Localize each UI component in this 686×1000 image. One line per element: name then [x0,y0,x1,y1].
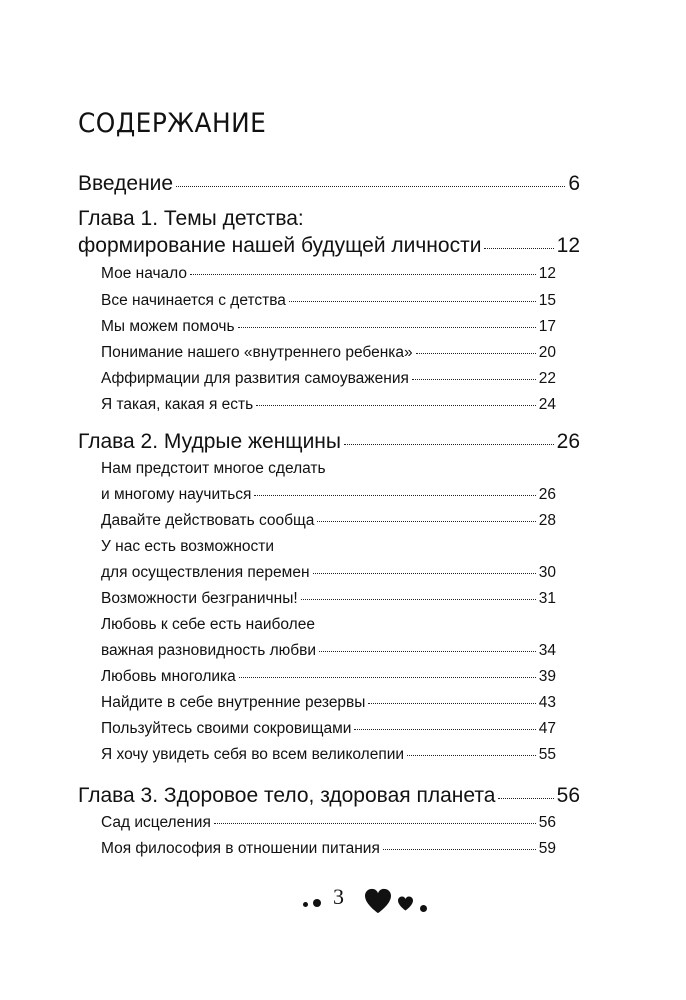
toc-entry[interactable] [101,746,556,764]
toc-entry-page: 39 [538,668,556,685]
toc-entry-page: 26 [556,430,580,453]
toc-entry[interactable] [101,564,556,582]
toc-entry-page: 47 [538,720,556,737]
dot-leader [313,573,536,574]
toc-entry[interactable] [101,396,556,414]
toc-entry-page: 59 [538,840,556,857]
toc-entry-line-1[interactable]: Любовь к себе есть наиболее [101,616,315,633]
dot-leader [317,521,535,522]
toc-entry-line-1[interactable]: Нам предстоит многое сделать [101,460,326,477]
toc-entry-page: 17 [538,318,556,335]
toc-entry-chapter-3[interactable] [78,784,580,808]
toc-entry-label: Возможности безграничны! [101,590,298,607]
toc-entry-label: Мое начало [101,265,188,282]
toc-entry-label: Понимание нашего «внутреннего ребенка» [101,344,413,361]
toc-entry-page: 15 [538,292,556,309]
page-number: 3 [333,884,344,909]
toc-entry[interactable] [101,694,556,712]
toc-entry-page: 34 [538,642,556,659]
toc-entry[interactable] [101,344,556,362]
toc-entry-intro[interactable] [78,172,580,196]
toc-entry-page: 26 [538,486,556,503]
toc-entry[interactable] [101,590,556,608]
toc-entry-page: 12 [556,234,580,257]
toc-entry-label: и многому научиться [101,486,252,503]
toc-entry-page: 20 [538,344,556,361]
dot-leader [416,353,536,354]
toc-entry-chapter-2[interactable] [78,430,580,454]
dot-leader [354,729,535,730]
toc-entry[interactable] [101,318,556,336]
dot-leader [368,703,535,704]
toc-entry-page: 28 [538,512,556,529]
toc-entry-page: 6 [568,172,580,195]
heart-icon [364,888,392,914]
dot-leader [498,798,553,799]
toc-entry[interactable] [101,370,556,388]
toc-entry-label: Давайте действовать сообща [101,512,315,529]
toc-entry[interactable] [101,814,556,832]
toc-entry-label: Аффирмации для развития самоуважения [101,370,409,387]
toc-entry-label: Глава 3. Здоровое тело, здоровая планета [78,784,496,807]
dot-leader [176,186,565,187]
toc-entry-label: Моя философия в отношении питания [101,840,380,857]
chapter-1-title-line-1[interactable]: Глава 1. Темы детства: [78,207,304,230]
toc-entry-label: важная разновидность любви [101,642,317,659]
toc-entry-line-1[interactable]: У нас есть возможности [101,538,275,555]
toc-entry[interactable] [101,720,556,738]
toc-entry-label: Любовь многолика [101,668,236,685]
toc-entry-label: Сад исцеления [101,814,211,831]
dot-leader [344,444,554,445]
toc-entry-page: 56 [556,784,580,807]
toc-entry-page: 24 [538,396,556,413]
toc-entry-label: формирование нашей будущей личности [78,234,482,257]
dot-leader [319,651,536,652]
toc-entry[interactable] [101,486,556,504]
dot-leader [254,495,535,496]
dot-leader [383,849,536,850]
toc-entry[interactable] [101,642,556,660]
dot-leader [289,301,536,302]
page-footer [0,884,686,924]
toc-entry-label: Глава 2. Мудрые женщины [78,430,342,453]
toc-entry-page: 43 [538,694,556,711]
toc-entry-page: 31 [538,590,556,607]
toc-entry[interactable] [101,265,556,283]
dot-ornament-icon [313,899,321,907]
heart-icon [397,896,414,911]
toc-entry-page: 12 [538,265,556,282]
dot-leader [301,599,536,600]
toc-entry-label: Я хочу увидеть себя во всем великолепии [101,746,405,763]
toc-entry-page: 30 [538,564,556,581]
toc-entry[interactable] [101,840,556,858]
toc-entry-label: Пользуйтесь своими сокровищами [101,720,352,737]
toc-entry-label: Все начинается с детства [101,292,286,309]
dot-ornament-icon [420,905,427,912]
toc-entry-label: для осуществления перемен [101,564,310,581]
dot-leader [407,755,536,756]
toc-entry[interactable] [101,668,556,686]
dot-leader [238,327,536,328]
toc-entry[interactable] [101,512,556,530]
toc-entry-page: 55 [538,746,556,763]
dot-leader [190,274,536,275]
toc-entry-page: 22 [538,370,556,387]
toc-entry-label: Найдите в себе внутренние резервы [101,694,366,711]
dot-leader [412,379,536,380]
toc-entry-label: Мы можем помочь [101,318,235,335]
page-title: СОДЕРЖАНИЕ [78,108,267,139]
dot-leader [214,823,536,824]
toc-entry-label: Введение [78,172,174,195]
toc-entry-chapter-1[interactable] [78,234,580,258]
toc-entry[interactable] [101,292,556,310]
toc-entry-label: Я такая, какая я есть [101,396,254,413]
dot-ornament-icon [303,902,308,907]
toc-entry-page: 56 [538,814,556,831]
dot-leader [239,677,536,678]
dot-leader [484,248,553,249]
dot-leader [256,405,536,406]
